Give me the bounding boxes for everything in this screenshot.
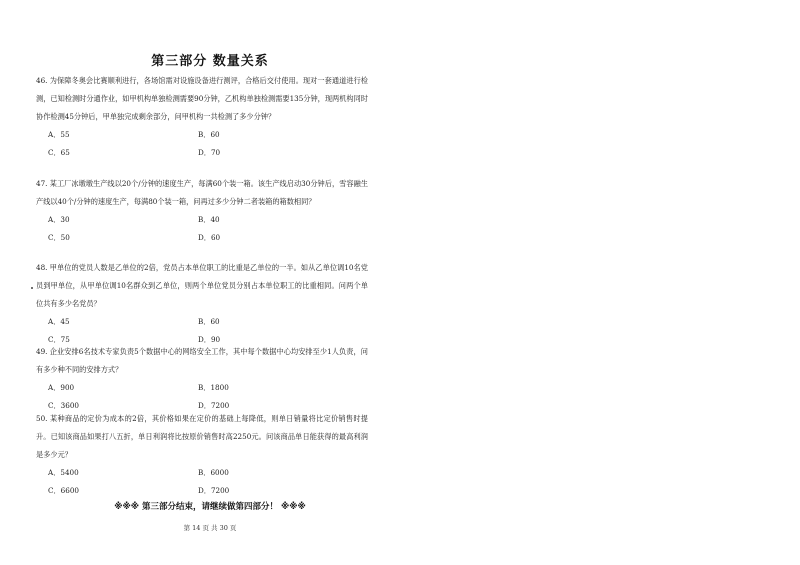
question-stem: 50. 某种商品的定价为成本的2倍，其价格如果在定价的基础上每降低，则单日销量将比定价销售时提升。已知该商品如果打八五折，单日利润将比按原价销售时高2250元。问该商品单日能获得的最高利润是多少元？ bbox=[36, 414, 368, 459]
option-c: C．3600 bbox=[48, 401, 79, 410]
option-b: B．60 bbox=[198, 317, 220, 326]
question-options bbox=[36, 126, 368, 162]
option-d: D．90 bbox=[198, 335, 221, 344]
option-a: A．30 bbox=[48, 215, 70, 224]
question-stem: 47. 某工厂冰墩墩生产线以20个/分钟的速度生产，每满60个装一箱。该生产线启动30分钟后，雪容融生产线以40个/分钟的速度生产，每满80个装一箱，问再过多少分钟二者装箱的箱数相同？ bbox=[36, 179, 368, 206]
option-c: C．75 bbox=[48, 335, 70, 344]
question-49 bbox=[36, 343, 368, 415]
option-c: C．65 bbox=[48, 148, 70, 157]
option-d: D．60 bbox=[198, 233, 221, 242]
question-stem: 49. 企业安排6名技术专家负责5个数据中心的网络安全工作，其中每个数据中心均安排至少1人负责，问有多少种不同的安排方式？ bbox=[36, 347, 368, 374]
option-a: A．900 bbox=[48, 383, 75, 392]
option-b: B．6000 bbox=[198, 468, 229, 477]
section-end-banner: ※※※ 第三部分结束，请继续做第四部分！ ※※※ bbox=[114, 502, 306, 512]
option-d: D．7200 bbox=[198, 401, 230, 410]
option-c: C．50 bbox=[48, 233, 70, 242]
question-options bbox=[36, 464, 368, 500]
section-title: 第三部分 数量关系 bbox=[151, 54, 269, 69]
option-a: A．45 bbox=[48, 317, 70, 326]
question-47 bbox=[36, 175, 368, 247]
option-d: D．70 bbox=[198, 148, 221, 157]
stray-mark bbox=[31, 287, 33, 289]
question-48 bbox=[36, 259, 368, 349]
page-number: 第 14 页 共 30 页 bbox=[183, 524, 237, 532]
question-stem: 46. 为保障冬奥会比赛顺利进行，各场馆需对设施设备进行测评，合格后交付使用。现对一套通道进行检测，已知检测时分通作业，如甲机构单独检测需要90分钟，乙机构单独检测需要135分钟，现两机构同时协作检测45分钟后，甲单独完成剩余部分，问甲机构一共检测了多少分钟？ bbox=[36, 76, 368, 121]
option-b: B．60 bbox=[198, 130, 220, 139]
question-options bbox=[36, 211, 368, 247]
option-a: A．55 bbox=[48, 130, 70, 139]
question-46 bbox=[36, 72, 368, 162]
option-d: D．7200 bbox=[198, 486, 230, 495]
option-c: C．6600 bbox=[48, 486, 79, 495]
question-stem: 48. 甲单位的党员人数是乙单位的2倍，党员占本单位职工的比重是乙单位的一半。如从乙单位调10名党员到甲单位，从甲单位调10名群众到乙单位，则两个单位党员分别占本单位职工的比重相同。问两个单位共有多少名党员？ bbox=[36, 263, 368, 308]
option-a: A．5400 bbox=[48, 468, 79, 477]
question-50 bbox=[36, 410, 368, 500]
option-b: B．40 bbox=[198, 215, 220, 224]
option-b: B．1800 bbox=[198, 383, 229, 392]
